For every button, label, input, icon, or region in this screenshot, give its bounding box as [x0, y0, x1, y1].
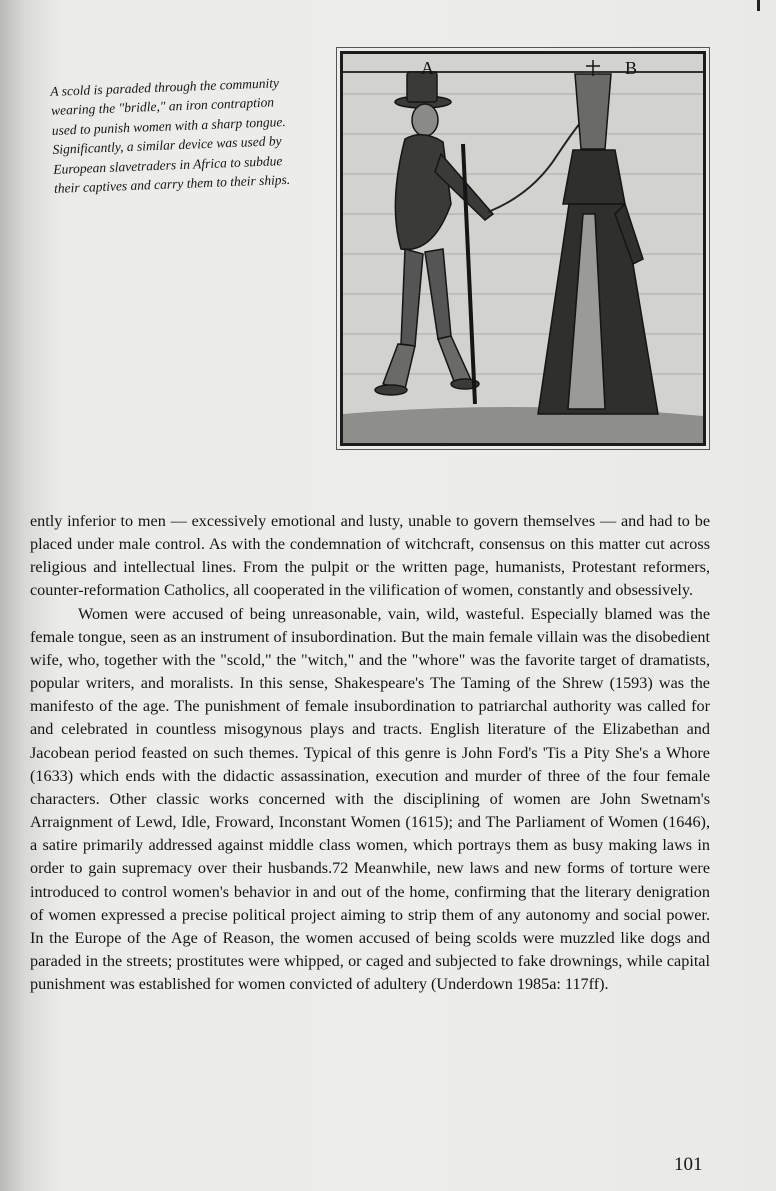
page-number: 101 — [674, 1154, 703, 1175]
woodcut-illustration — [340, 51, 706, 446]
woodcut-drawing — [343, 54, 703, 443]
page-edge-mark — [757, 0, 760, 11]
figure-label-a: A — [421, 58, 434, 78]
caption-text: A scold is paraded through the community wearing the "bridle," an iron contraption used to punish women with a sharp tongue. Significantly, a similar device was used by European slavetraders in Africa to subdue their captives and carry them to their ships. — [50, 75, 291, 196]
body-text — [30, 510, 710, 996]
figure-caption — [50, 73, 299, 199]
body-paragraph-2: Women were accused of being unreasonable, vain, wild, wasteful. Especially blamed was the female tongue, seen as an instrument of insubordination. But the main female villain was the disobedient wife, who, together with the "scold," the "witch," and the "whore" was the favorite target of dramatists, popular writers, and moralists. In this sense, Shakespeare's The Taming of the Shrew (1593) was the manifesto of the age. The punishment of female insubordination to patriarchal authority was called for and celebrated in countless misogynous plays and tracts. English literature of the Elizabethan and Jacobean period feasted on such themes. Typical of this genre is John Ford's 'Tis a Pity She's a Whore (1633) which ends with the didactic assassination, execution and murder of three of the four female characters. Other classic works concerned with the disciplining of women are John Swetnam's Arraignment of Lewd, Idle, Froward, Inconstant Women (1615); and The Parliament of Women (1646), a satire primarily addressed against middle class women, which portrays them as busy making laws in order to gain supremacy over their husbands.72 Meanwhile, new laws and new forms of torture were introduced to control women's behavior in and out of the home, confirming that the literary denigration of women expressed a precise political project aiming to strip them of any autonomy and social power. In the Europe of the Age of Reason, the women accused of being scolds were muzzled like dogs and paraded in the streets; prostitutes were whipped, or caged and subjected to fake drownings, while capital punishment was established for women convicted of adultery (Underdown 1985a: 117ff). — [30, 604, 710, 994]
figure-label-b: B — [625, 58, 638, 78]
body-paragraph-1: ently inferior to men — excessively emotional and lusty, unable to govern themselves — and had to be placed under male control. As with the condemnation of witchcraft, consensus on this matter cut across religious and intellectual lines. From the pulpit or the written page, humanists, Protestant reformers, counter-reformation Catholics, all cooperated in the vilification of women, constantly and obsessively. — [30, 512, 710, 600]
